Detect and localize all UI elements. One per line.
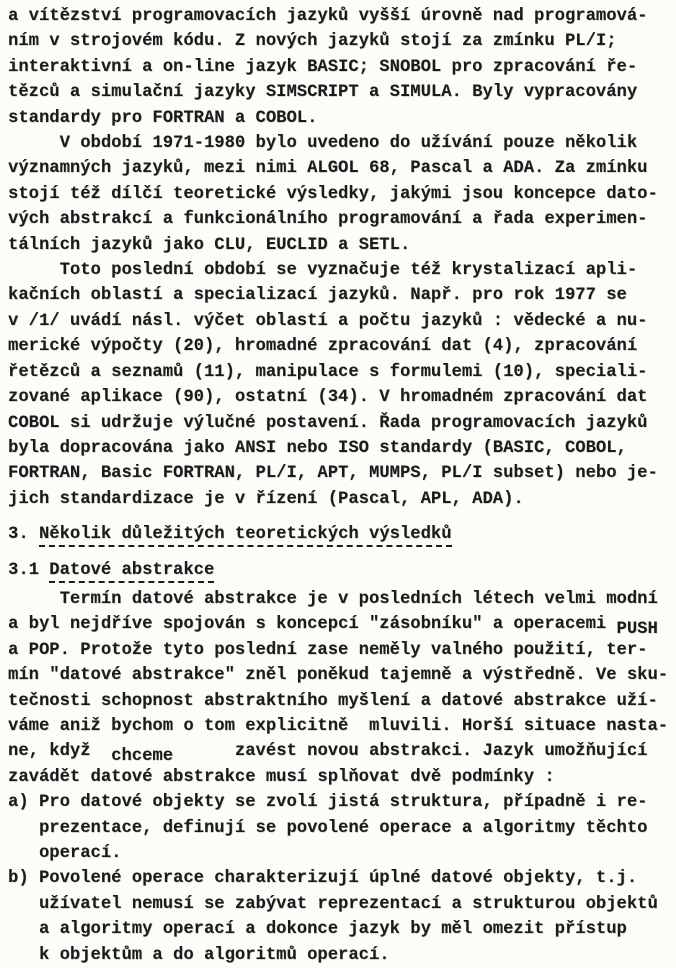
text-line: k objektům a do algoritmů operací. [8, 945, 390, 965]
text-line: interaktivní a on-line jazyk BASIC; SNOBOL pro zpracování ře- [8, 57, 638, 77]
text-line: váme aniž bychom o tom explicitně mluvili. Horší situace nasta- [8, 716, 669, 736]
text-line: užívatel nemusí se zabývat reprezentací a strukturou objektů [8, 894, 658, 914]
text-line: řetězců a seznamů (11), manipulace s formulemi (10), speciali- [8, 362, 648, 382]
text-line: V období 1971-1980 bylo uvedeno do užívání pouze několik [8, 134, 638, 154]
text-line: jich standardizace je v řízení (Pascal, APL, ADA). [8, 489, 524, 509]
text-line: ním v strojovém kódu. Z nových jazyků stojí za zmínku PL/I; [8, 32, 617, 52]
text-line: tečnosti schopnost abstraktního myšlení a datové abstrakce uží- [8, 691, 658, 711]
heading-number: 3.1 [8, 560, 50, 580]
text-line: operací. [8, 844, 122, 863]
heading-number: 3. [8, 525, 39, 545]
text-line: vých abstrakcí a funkcionálního programování a řada experimen- [8, 210, 648, 230]
section-heading [8, 558, 676, 583]
text-line: COBOL si udržuje výlučné postavení. Řada programovacích jazyků [8, 413, 648, 433]
text-segment: zavést novou abstrakci. Jazyk umožňující [173, 742, 648, 762]
text-line: a) Pro datové objekty se zvolí jistá struktura, případně i re- [8, 793, 648, 813]
text-line: významných jazyků, mezi nimi ALGOL 68, Pascal a ADA. Za zmínku [8, 159, 648, 179]
text-segment: a byl nejdříve spojován s koncepcí "zásobníku" a operacemi [8, 615, 617, 635]
text-line: a POP. Protože tyto poslední zase neměly valného použití, ter- [8, 640, 648, 660]
text-line: byla dopracována jako ANSI nebo ISO standardy (BASIC, COBOL, [8, 438, 627, 458]
text-line: FORTRAN, Basic FORTRAN, PL/I, APT, MUMPS, PL/I subset) nebo je- [8, 464, 658, 484]
text-line: standardy pro FORTRAN a COBOL. [8, 108, 318, 128]
text-line: Termín datové abstrakce je v posledních létech velmi modní [8, 589, 658, 609]
text-line: mín "datové abstrakce" zněl poněkud tajemně a výstředně. Ve sku- [8, 666, 669, 686]
section-heading [8, 522, 676, 547]
heading-title: Datové abstrakce [49, 561, 214, 583]
text-line: b) Povolené operace charakterizují úplné datové objekty, t.j. [8, 869, 638, 889]
text-line: kačních oblastí a specializací jazyků. Např. pro rok 1977 se [8, 286, 627, 306]
offset-typed-word: PUSH [616, 620, 658, 640]
text-line: zavádět datové abstrakce musí splňovat dvě podmínky : [8, 767, 555, 787]
text-line: tálních jazyků jako CLU, EUCLID a SETL. [8, 235, 411, 255]
text-line: v /1/ uvádí násl. výčet oblastí a počtu jazyků : vědecké a nu- [8, 311, 648, 331]
text-line: a vítězství programovacích jazyků vyšší úrovně nad programová- [8, 7, 648, 26]
text-line: prezentace, definují se povolené operace a algoritmy těchto [8, 818, 648, 838]
text-line: a algoritmy operací a dokonce jazyk by měl omezit přístup [8, 920, 627, 940]
text-segment: ne, když [8, 742, 112, 762]
text-line [8, 739, 676, 767]
text-line: tězců a simulační jazyky SIMSCRIPT a SIMULA. Byly vypracovány [8, 83, 638, 103]
text-line: zované aplikace (90), ostatní (34). V hromadném zpracování dat [8, 388, 648, 408]
text-line: Toto poslední období se vyznačuje též krystalizací apli- [8, 261, 638, 281]
offset-typed-word: chceme [111, 747, 174, 767]
text-line [8, 612, 676, 640]
text-line: stojí též dílčí teoretické výsledky, jakými jsou koncepce dato- [8, 184, 658, 204]
heading-title: Několik důležitých teoretických výsledků [39, 525, 452, 547]
text-line: merické výpočty (20), hromadné zpracování dat (4), zpracování [8, 337, 638, 357]
